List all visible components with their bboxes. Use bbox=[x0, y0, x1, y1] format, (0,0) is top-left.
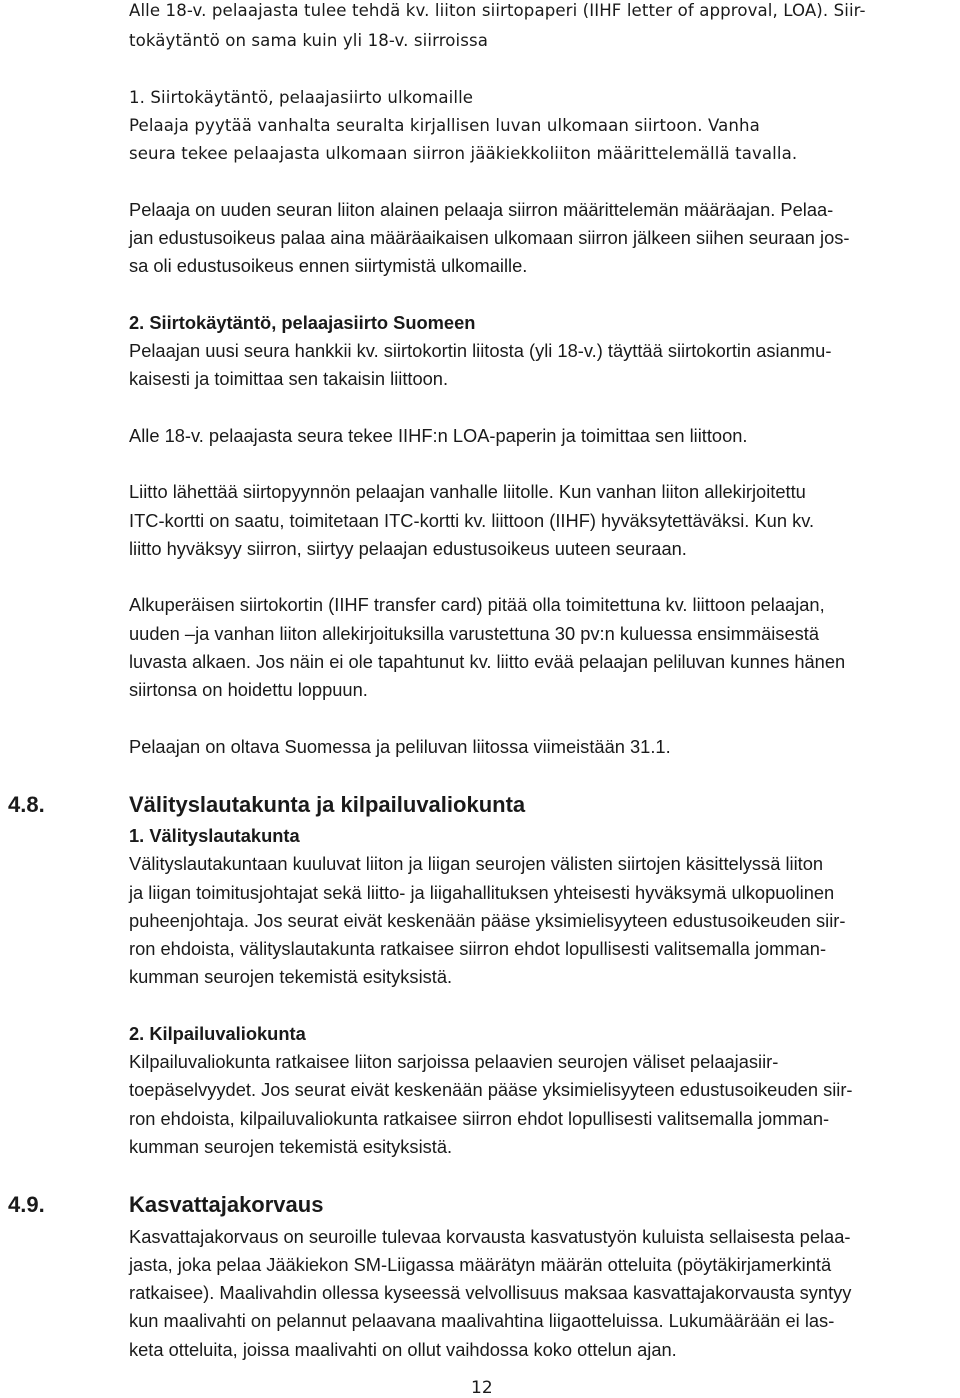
paragraph-line: Kasvattajakorvaus on seuroille tulevaa korvausta kasvatustyön kuluista sellaisesta pelaa- bbox=[129, 1226, 851, 1247]
section-number: 4.8. bbox=[8, 792, 45, 817]
paragraph-line: kun maalivahti on pelannut pelaavana maalivahtina liigaotteluissa. Lukumäärään ei las- bbox=[129, 1310, 835, 1331]
paragraph-line: sa oli edustusoikeus ennen siirtymistä ulkomaille. bbox=[129, 255, 528, 276]
paragraph-line: ITC-kortti on saatu, toimitetaan ITC-kortti kv. liittoon (IIHF) hyväksytettäväksi. Kun kv. bbox=[129, 510, 815, 531]
paragraph-line: liitto hyväksyy siirron, siirtyy pelaajan edustusoikeus uuteen seuraan. bbox=[129, 538, 687, 559]
paragraph-line: ratkaisee). Maalivahdin ollessa kyseessä velvollisuus maksaa kasvattajakorvausta syntyy bbox=[129, 1282, 852, 1303]
section-title: Välityslautakunta ja kilpailuvaliokunta bbox=[129, 792, 526, 817]
paragraph-line: Liitto lähettää siirtopyynnön pelaajan vanhalle liitolle. Kun vanhan liiton allekirjoitettu bbox=[129, 481, 806, 502]
paragraph-line: Alle 18-v. pelaajasta tulee tehdä kv. liiton siirtopaperi (IIHF letter of approval, LOA). Siir- bbox=[129, 1, 866, 20]
paragraph-line: Pelaajan on oltava Suomessa ja peliluvan liitossa viimeistään 31.1. bbox=[129, 736, 671, 757]
paragraph-line: Pelaaja on uuden seuran liiton alainen pelaaja siirron määrittelemän määräajan. Pelaa- bbox=[129, 199, 834, 220]
paragraph-line: luvasta alkaen. Jos näin ei ole tapahtunut kv. liitto evää pelaajan peliluvan kunnes hänen bbox=[129, 651, 846, 672]
paragraph-line: Pelaajan uusi seura hankkii kv. siirtokortin liitosta (yli 18-v.) täyttää siirtokortin asianmu- bbox=[129, 340, 832, 361]
paragraph-line: kumman seurojen tekemistä esityksistä. bbox=[129, 1136, 453, 1157]
paragraph-line: Pelaaja pyytää vanhalta seuralta kirjallisen luvan ulkomaan siirtoon. Vanha bbox=[129, 116, 760, 135]
paragraph-line: siirtonsa on hoidettu loppuun. bbox=[129, 679, 368, 700]
paragraph-line: kumman seurojen tekemistä esityksistä. bbox=[129, 966, 453, 987]
subsection-heading: 2. Siirtokäytäntö, pelaajasiirto Suomeen bbox=[129, 312, 476, 333]
subsection-heading: 2. Kilpailuvaliokunta bbox=[129, 1023, 306, 1044]
paragraph-line: ron ehdoista, välityslautakunta ratkaisee siirron ehdot lopullisesti valitsemalla jomman- bbox=[129, 938, 827, 959]
paragraph-line: seura tekee pelaajasta ulkomaan siirron jääkiekkoliiton määrittelemällä tavalla. bbox=[129, 144, 798, 163]
paragraph-line: Alkuperäisen siirtokortin (IIHF transfer card) pitää olla toimitettuna kv. liittoon pelaajan, bbox=[129, 594, 825, 615]
paragraph-line: Kilpailuvaliokunta ratkaisee liiton sarjoissa pelaavien seurojen väliset pelaajasiir- bbox=[129, 1051, 779, 1072]
paragraph-line: Alle 18-v. pelaajasta seura tekee IIHF:n LOA-paperin ja toimittaa sen liittoon. bbox=[129, 425, 748, 446]
paragraph-line: ron ehdoista, kilpailuvaliokunta ratkaisee siirron ehdot lopullisesti valitsemalla jomman- bbox=[129, 1108, 830, 1129]
section-title: Kasvattajakorvaus bbox=[129, 1192, 324, 1217]
subsection-heading: 1. Siirtokäytäntö, pelaajasiirto ulkomaille bbox=[129, 88, 474, 107]
paragraph-line: puheenjohtaja. Jos seurat eivät keskenään pääse yksimielisyyteen edustusoikeuden siir- bbox=[129, 910, 846, 931]
paragraph-line: keta otteluita, joissa maalivahti on ollut vaihdossa koko ottelun ajan. bbox=[129, 1339, 677, 1360]
page-number: 12 bbox=[471, 1378, 493, 1398]
paragraph-line: Välityslautakuntaan kuuluvat liiton ja liigan seurojen välisten siirtojen käsittelyssä liiton bbox=[129, 853, 824, 874]
paragraph-line: kaisesti ja toimittaa sen takaisin liittoon. bbox=[129, 368, 449, 389]
paragraph-line: ja liigan toimitusjohtajat sekä liitto- ja liigahallituksen yhteisesti hyväksymä ulkopuolinen bbox=[129, 882, 835, 903]
subsection-heading: 1. Välityslautakunta bbox=[129, 825, 300, 846]
paragraph-line: jasta, joka pelaa Jääkiekon SM-Liigassa määrätyn määrän otteluita (pöytäkirjamerkintä bbox=[129, 1254, 832, 1275]
paragraph-line: tokäytäntö on sama kuin yli 18-v. siirroissa bbox=[129, 31, 489, 50]
paragraph-line: toepäselvyydet. Jos seurat eivät keskenään pääse yksimielisyyteen edustusoikeuden siir- bbox=[129, 1079, 853, 1100]
section-number: 4.9. bbox=[8, 1192, 45, 1217]
paragraph-line: uuden –ja vanhan liiton allekirjoituksilla varustettuna 30 pv:n kuluessa ensimmäisestä bbox=[129, 623, 820, 644]
paragraph-line: jan edustusoikeus palaa aina määräaikaisen ulkomaan siirron jälkeen siihen seuraan jos- bbox=[129, 227, 850, 248]
